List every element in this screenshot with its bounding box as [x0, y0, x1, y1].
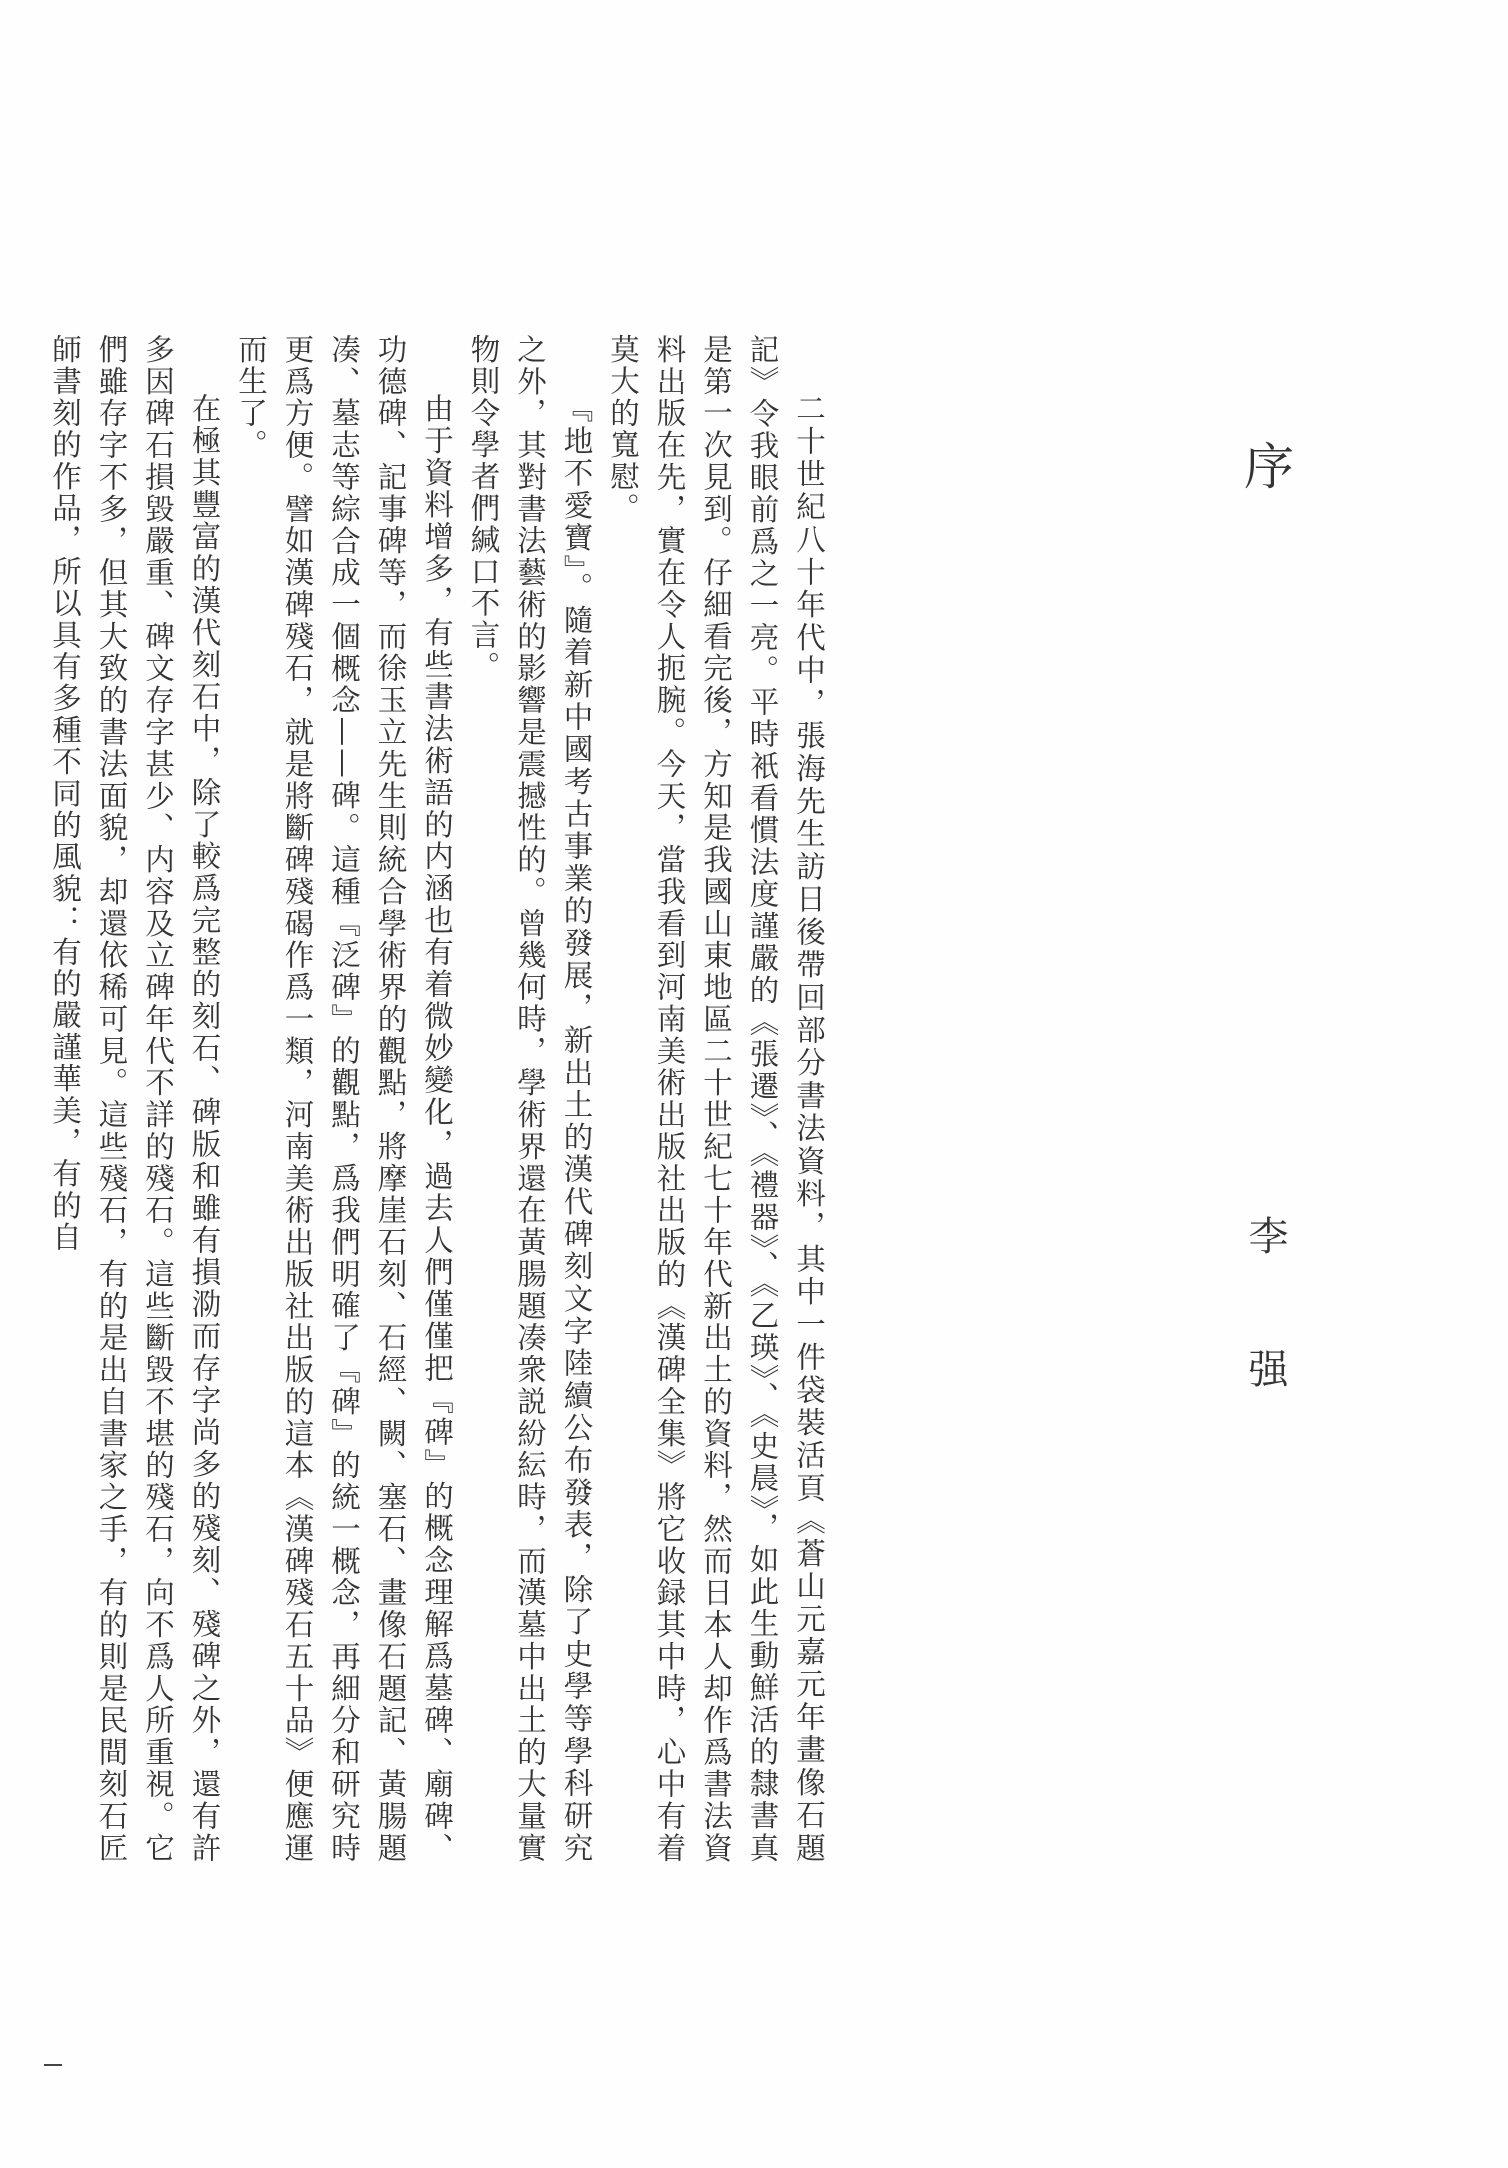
body-text — [42, 334, 833, 1864]
paragraph: 『地不愛寶』。隨着新中國考古事業的發展，新出土的漢代碑刻文字陸續公布發表，除了史學等學科研究之外，其對書法藝術的影響是震撼性的。曾幾何時，學術界還在黃腸題凑衆説紛紜時，而漢墓中出土的大量實物則令學者們緘口不言。 — [466, 334, 594, 1864]
page-title: 序 — [1236, 440, 1294, 490]
paragraph: 由于資料增多，有些書法術語的内涵也有着微妙變化，過去人們僅僅把『碑』的概念理解爲墓碑、廟碑、功德碑、記事碑等，而徐玉立先生則統合學術界的觀點，將摩崖石刻、石經、闕、塞石、畫像石題記、黃腸題凑、墓志等綜合成一個概念——碑。這種『泛碑』的觀點，爲我們明確了『碑』的統一概念，再細分和研究時更爲方便。譬如漢碑殘石，就是將斷碑殘碣作爲一類，河南美術出版社出版的這本《漢碑殘石五十品》便應運而生了。 — [234, 334, 454, 1864]
paragraph: 在極其豐富的漢代刻石中，除了較爲完整的刻石、碑版和雖有損泐而存字尚多的殘刻、殘碑之外，還有許多因碑石損毀嚴重、碑文存字甚少、内容及立碑年代不詳的殘石。這些斷毀不堪的殘石，向不爲人所重視。它們雖存字不多，但其大致的書法面貌，却還依稀可見。這些殘石，有的是出自書家之手，有的則是民間刻石匠師書刻的作品，所以具有多種不同的風貌：有的嚴謹華美，有的自 — [48, 334, 222, 1864]
paragraph: 二十世紀八十年代中，張海先生訪日後帶回部分書法資料，其中一件袋裝活頁《蒼山元嘉元年畫像石題記》令我眼前爲之一亮。平時衹看慣法度謹嚴的《張遷》、《禮器》、《乙瑛》、《史晨》，如此生動鮮活的隸書真是第一次見到。仔細看完後，方知是我國山東地區二十世紀七十年代新出土的資料，然而日本人却作爲書法資料出版在先，實在令人扼腕。今天，當我看到河南美術出版社出版的《漢碑全集》將它收録其中時，心中有着莫大的寬慰。 — [606, 334, 826, 1864]
page-number — [40, 2050, 52, 2067]
author-name: 李 强 — [1242, 1215, 1288, 1428]
